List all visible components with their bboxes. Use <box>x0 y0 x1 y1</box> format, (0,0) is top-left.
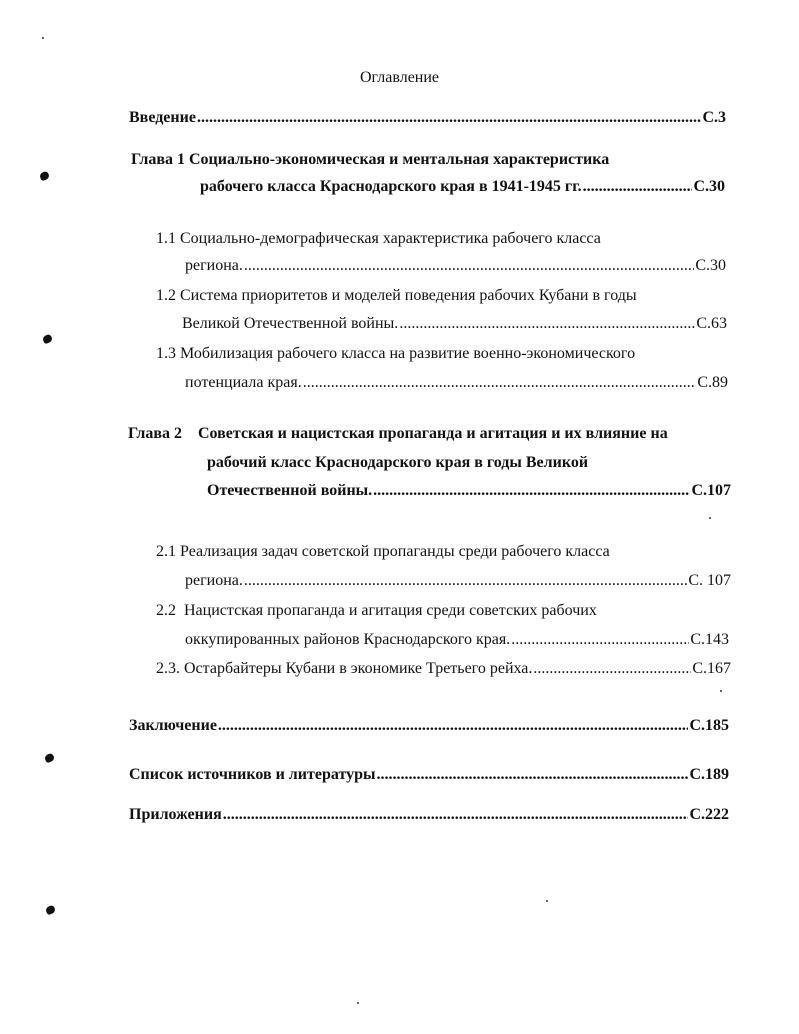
dot-leader <box>197 108 702 128</box>
toc-page-number: С.107 <box>691 482 731 499</box>
section-1-3-line1: 1.3 Мобилизация рабочего класса на развитие военно-экономического <box>156 345 636 362</box>
scan-hole-mark <box>45 905 56 916</box>
toc-entry-section-2-3 <box>156 659 731 679</box>
toc-page-number: С.63 <box>696 315 727 332</box>
chapter1-title-line2: рабочего класса Краснодарского края в 1941-1945 гг. <box>200 178 582 195</box>
scan-speck <box>546 900 548 902</box>
toc-entry-chapter1 <box>200 177 725 197</box>
section-1-2-line2: Великой Отечественной войны. <box>182 315 399 332</box>
toc-page-number: С. 107 <box>688 572 731 589</box>
chapter2-title-line1: Глава 2 Советская и нацистская пропаганда и агитация и их влияние на <box>128 425 668 442</box>
toc-page-number: С.222 <box>689 806 729 823</box>
toc-entry-conclusion <box>129 716 729 736</box>
section-2-3-line1: 2.3. Остарбайтеры Кубани в экономике Третьего рейха. <box>156 660 533 677</box>
section-1-1-line2: региона. <box>185 257 243 274</box>
toc-page-number: С.89 <box>697 374 728 391</box>
dot-leader <box>376 765 688 785</box>
scan-hole-mark <box>44 753 55 764</box>
toc-entry-chapter2 <box>207 481 731 501</box>
dot-leader <box>244 571 687 591</box>
dot-leader <box>373 481 690 501</box>
scan-hole-mark <box>39 171 50 182</box>
toc-entry-sources <box>129 765 729 785</box>
chapter2-title-line2: рабочий класс Краснодарского края в годы Великой <box>207 454 589 471</box>
toc-entry-label: Введение <box>129 109 196 126</box>
scan-speck <box>720 690 722 692</box>
dot-leader <box>218 716 689 736</box>
toc-entry-section-1-1 <box>185 256 726 276</box>
section-1-2-line1: 1.2 Система приоритетов и моделей поведения рабочих Кубани в годы <box>156 287 637 304</box>
toc-page-number: С.30 <box>693 178 725 195</box>
dot-leader <box>399 314 695 334</box>
section-2-1-line2: региона. <box>185 572 243 589</box>
toc-entry-label: Список источников и литературы <box>129 766 376 783</box>
toc-page-number: С.30 <box>695 257 726 274</box>
chapter1-title-line1: Глава 1 Социально-экономическая и ментальная характеристика <box>131 151 610 168</box>
scan-hole-mark <box>42 334 53 345</box>
scan-speck <box>42 37 44 39</box>
page-title: Оглавление <box>359 69 440 86</box>
toc-entry-intro <box>129 108 726 128</box>
toc-entry-section-2-1 <box>185 571 731 591</box>
toc-entry-section-1-2 <box>182 314 727 334</box>
chapter2-title-line3: Отечественной войны. <box>207 482 373 499</box>
section-1-3-line2: потенциала края. <box>185 374 302 391</box>
section-1-1-line1: 1.1 Социально-демографическая характеристика рабочего класса <box>156 230 601 247</box>
scan-speck <box>357 1002 359 1004</box>
toc-page-number: С.143 <box>690 631 729 648</box>
dot-leader <box>533 659 691 679</box>
dot-leader <box>303 373 697 393</box>
toc-entry-appendix <box>129 805 729 825</box>
section-2-1-line1: 2.1 Реализация задач советской пропаганды среди рабочего класса <box>156 543 610 560</box>
toc-page-number: С.185 <box>689 717 729 734</box>
dot-leader <box>511 630 689 650</box>
toc-page-number: С.189 <box>689 766 729 783</box>
toc-entry-section-1-3 <box>185 373 728 393</box>
dot-leader <box>244 256 694 276</box>
dot-leader <box>583 177 693 197</box>
toc-entry-label: Приложения <box>129 806 222 823</box>
toc-entry-label: Заключение <box>129 717 217 734</box>
toc-page-number: С.167 <box>692 660 731 677</box>
section-2-2-line2: оккупированных районов Краснодарского края. <box>185 631 511 648</box>
dot-leader <box>223 805 689 825</box>
section-2-2-line1: 2.2 Нацистская пропаганда и агитация среди советских рабочих <box>156 602 597 619</box>
toc-entry-section-2-2 <box>185 630 729 650</box>
scan-speck <box>709 517 711 519</box>
toc-page-number: С.3 <box>702 109 726 126</box>
